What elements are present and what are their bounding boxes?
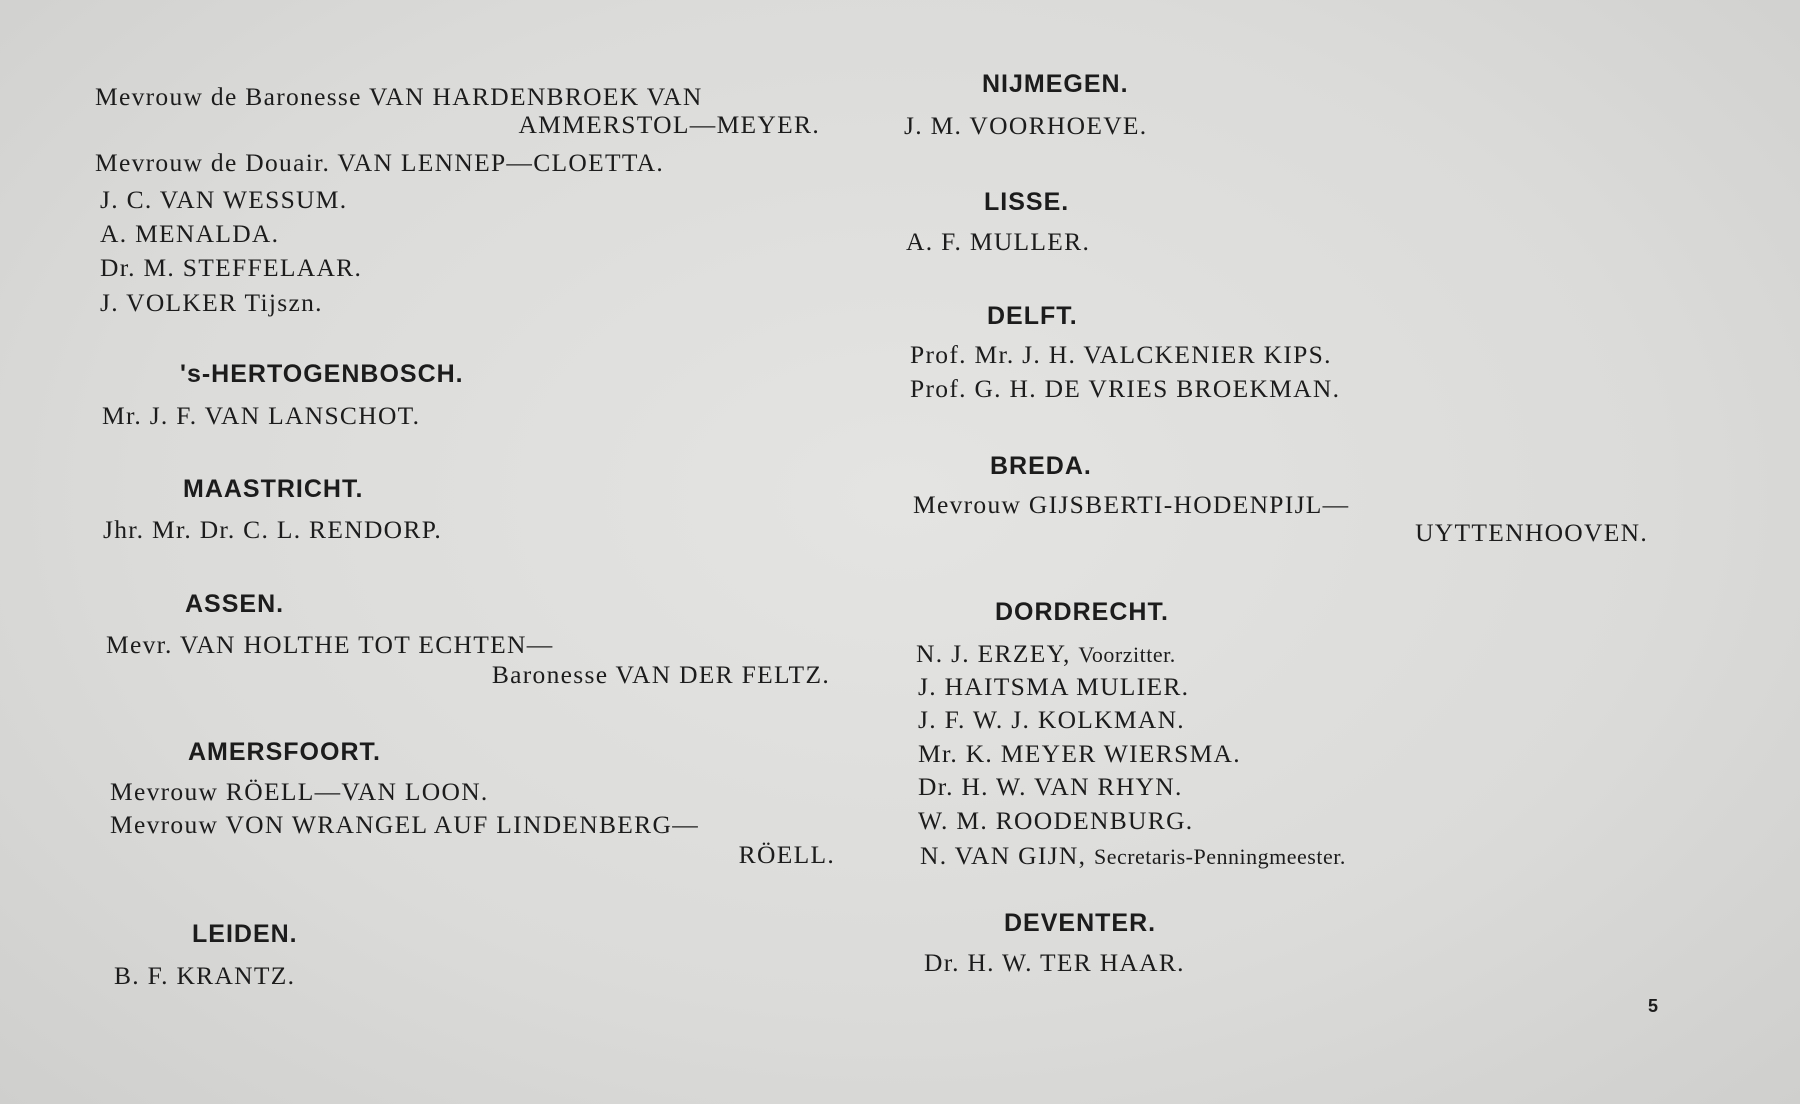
member-line: J. HAITSMA MULIER. xyxy=(918,672,1190,701)
member-line: A. F. MULLER. xyxy=(906,227,1091,256)
member-line-continuation: AMMERSTOL—MEYER. xyxy=(518,110,820,139)
member-line: A. MENALDA. xyxy=(100,219,280,248)
section-heading-hertogenbosch: 's-HERTOGENBOSCH. xyxy=(180,360,464,388)
member-line: Jhr. Mr. Dr. C. L. RENDORP. xyxy=(103,515,443,544)
member-role: Voorzitter. xyxy=(1078,642,1176,667)
member-line: Dr. H. W. TER HAAR. xyxy=(924,948,1185,977)
page-number: 5 xyxy=(1648,996,1659,1016)
section-heading-deventer: DEVENTER. xyxy=(1004,909,1157,937)
member-line: Mevr. VAN HOLTHE TOT ECHTEN— xyxy=(106,630,554,659)
member-line: Mr. K. MEYER WIERSMA. xyxy=(918,739,1241,768)
section-heading-lisse: LISSE. xyxy=(984,188,1070,216)
section-heading-breda: BREDA. xyxy=(990,452,1092,480)
member-line: J. C. VAN WESSUM. xyxy=(100,185,348,214)
member-line: J. F. W. J. KOLKMAN. xyxy=(918,705,1185,734)
member-line: Dr. M. STEFFELAAR. xyxy=(100,253,363,282)
section-heading-delft: DELFT. xyxy=(987,302,1078,330)
left-column xyxy=(0,0,835,1104)
member-line: Mevrouw de Baronesse VAN HARDENBROEK VAN xyxy=(95,82,703,111)
member-role: Secretaris-Penningmeester. xyxy=(1093,844,1346,869)
member-line-continuation: RÖELL. xyxy=(738,840,835,869)
member-line: Prof. G. H. DE VRIES BROEKMAN. xyxy=(910,374,1341,403)
member-line: B. F. KRANTZ. xyxy=(114,961,296,990)
member-line xyxy=(916,641,1176,667)
member-line: J. VOLKER Tijszn. xyxy=(100,288,323,317)
member-name: N. VAN GIJN, xyxy=(920,841,1087,870)
member-line: Mevrouw RÖELL—VAN LOON. xyxy=(110,777,489,806)
member-line: W. M. ROODENBURG. xyxy=(918,806,1194,835)
section-heading-dordrecht: DORDRECHT. xyxy=(995,598,1169,626)
member-line: Mevrouw VON WRANGEL AUF LINDENBERG— xyxy=(110,810,700,839)
section-heading-nijmegen: NIJMEGEN. xyxy=(982,70,1129,98)
section-heading-leiden: LEIDEN. xyxy=(192,920,298,948)
member-line xyxy=(920,843,1346,869)
section-heading-assen: ASSEN. xyxy=(185,590,285,618)
member-line: Mevrouw de Douair. VAN LENNEP—CLOETTA. xyxy=(95,148,665,177)
right-column xyxy=(880,0,1700,1104)
member-line: Mr. J. F. VAN LANSCHOT. xyxy=(102,401,421,430)
section-heading-maastricht: MAASTRICHT. xyxy=(183,475,364,503)
member-name: N. J. ERZEY, xyxy=(916,639,1071,668)
member-line: J. M. VOORHOEVE. xyxy=(904,111,1148,140)
member-line-continuation: UYTTENHOOVEN. xyxy=(1415,518,1648,547)
member-line-continuation: Baronesse VAN DER FELTZ. xyxy=(491,660,830,689)
section-heading-amersfoort: AMERSFOORT. xyxy=(188,738,381,766)
member-line: Mevrouw GIJSBERTI-HODENPIJL— xyxy=(913,490,1350,519)
member-line: Dr. H. W. VAN RHYN. xyxy=(918,772,1183,801)
member-line: Prof. Mr. J. H. VALCKENIER KIPS. xyxy=(910,340,1332,369)
